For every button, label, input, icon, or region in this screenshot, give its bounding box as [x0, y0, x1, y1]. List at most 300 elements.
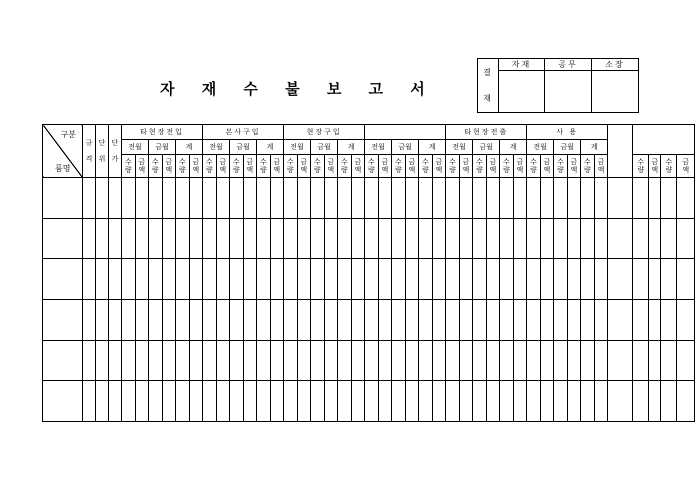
table-cell[interactable]: [527, 300, 541, 341]
subheader-4-2: 계: [500, 139, 527, 155]
table-cell[interactable]: [216, 381, 230, 422]
table-row: [43, 340, 695, 381]
table-cell[interactable]: [149, 259, 163, 300]
amount-header-3-2: 금 액: [432, 155, 446, 178]
table-cell[interactable]: [338, 218, 352, 259]
table-cell[interactable]: [554, 300, 568, 341]
table-cell[interactable]: [96, 340, 109, 381]
table-cell[interactable]: [473, 300, 487, 341]
table-cell[interactable]: [216, 218, 230, 259]
table-cell[interactable]: [633, 381, 649, 422]
table-cell[interactable]: [203, 381, 217, 422]
table-cell[interactable]: [661, 300, 677, 341]
table-cell[interactable]: [122, 218, 136, 259]
table-cell[interactable]: [594, 340, 608, 381]
table-cell[interactable]: [392, 381, 406, 422]
table-cell[interactable]: [109, 259, 122, 300]
table-cell[interactable]: [649, 381, 661, 422]
table-cell[interactable]: [324, 259, 338, 300]
table-cell[interactable]: [419, 178, 433, 219]
amount-header-4-0: 금 액: [459, 155, 473, 178]
table-cell[interactable]: [365, 381, 379, 422]
approval-sign-construction[interactable]: [545, 71, 592, 113]
table-cell[interactable]: [257, 381, 271, 422]
table-cell[interactable]: [297, 259, 311, 300]
table-cell[interactable]: [189, 178, 203, 219]
table-cell[interactable]: [486, 300, 500, 341]
table-cell[interactable]: [500, 381, 514, 422]
table-cell[interactable]: [419, 340, 433, 381]
table-cell[interactable]: [378, 178, 392, 219]
table-cell[interactable]: [419, 300, 433, 341]
table-cell[interactable]: [405, 218, 419, 259]
table-cell[interactable]: [567, 178, 581, 219]
table-cell[interactable]: [677, 381, 695, 422]
table-cell[interactable]: [96, 178, 109, 219]
table-cell[interactable]: [109, 381, 122, 422]
table-cell[interactable]: [500, 178, 514, 219]
table-cell[interactable]: [513, 178, 527, 219]
table-cell[interactable]: [486, 218, 500, 259]
table-cell[interactable]: [297, 381, 311, 422]
table-cell[interactable]: [554, 178, 568, 219]
table-cell[interactable]: [527, 340, 541, 381]
table-cell[interactable]: [419, 259, 433, 300]
group-header-4: 타현장전출: [446, 125, 527, 140]
table-cell[interactable]: [594, 381, 608, 422]
table-cell[interactable]: [176, 381, 190, 422]
table-cell[interactable]: [257, 259, 271, 300]
table-cell[interactable]: [677, 178, 695, 219]
table-cell[interactable]: [311, 340, 325, 381]
table-cell[interactable]: [297, 218, 311, 259]
table-cell[interactable]: [216, 178, 230, 219]
table-cell[interactable]: [378, 381, 392, 422]
table-cell[interactable]: [135, 178, 149, 219]
subheader-1-1: 금월: [230, 139, 257, 155]
table-cell[interactable]: [608, 178, 633, 219]
table-cell[interactable]: [513, 218, 527, 259]
table-cell[interactable]: [162, 381, 176, 422]
table-cell[interactable]: [661, 218, 677, 259]
table-cell[interactable]: [176, 340, 190, 381]
table-cell[interactable]: [351, 178, 365, 219]
table-cell[interactable]: [473, 381, 487, 422]
table-cell[interactable]: [43, 218, 83, 259]
table-cell[interactable]: [122, 381, 136, 422]
table-cell[interactable]: [633, 218, 649, 259]
subheader-1-0: 전월: [203, 139, 230, 155]
table-cell[interactable]: [677, 340, 695, 381]
table-cell[interactable]: [243, 259, 257, 300]
table-cell[interactable]: [257, 340, 271, 381]
table-cell[interactable]: [419, 381, 433, 422]
table-cell[interactable]: [677, 259, 695, 300]
table-cell[interactable]: [581, 259, 595, 300]
table-cell[interactable]: [189, 340, 203, 381]
table-cell[interactable]: [513, 340, 527, 381]
table-cell[interactable]: [661, 340, 677, 381]
table-cell[interactable]: [270, 178, 284, 219]
table-cell[interactable]: [649, 300, 661, 341]
table-cell[interactable]: [446, 381, 460, 422]
table-cell[interactable]: [392, 218, 406, 259]
table-cell[interactable]: [189, 259, 203, 300]
qty-header-0-1: 수 량: [149, 155, 163, 178]
table-cell[interactable]: [311, 178, 325, 219]
table-cell[interactable]: [176, 259, 190, 300]
table-cell[interactable]: [608, 300, 633, 341]
approval-label: 결 재: [478, 59, 499, 113]
table-cell[interactable]: [486, 340, 500, 381]
table-cell[interactable]: [216, 300, 230, 341]
table-cell[interactable]: [230, 340, 244, 381]
table-cell[interactable]: [446, 340, 460, 381]
table-cell[interactable]: [149, 381, 163, 422]
table-cell[interactable]: [473, 218, 487, 259]
amount-header-2-0: 금 액: [297, 155, 311, 178]
table-cell[interactable]: [230, 259, 244, 300]
table-cell[interactable]: [162, 300, 176, 341]
table-cell[interactable]: [513, 381, 527, 422]
amount-header-5-0: 금 액: [540, 155, 554, 178]
table-cell[interactable]: [311, 381, 325, 422]
table-cell[interactable]: [540, 340, 554, 381]
table-cell[interactable]: [446, 300, 460, 341]
table-cell[interactable]: [83, 381, 96, 422]
table-cell[interactable]: [189, 218, 203, 259]
table-cell[interactable]: [608, 218, 633, 259]
table-cell[interactable]: [284, 340, 298, 381]
table-cell[interactable]: [513, 300, 527, 341]
table-cell[interactable]: [540, 259, 554, 300]
table-cell[interactable]: [392, 178, 406, 219]
subheader-5-0: 전월: [527, 139, 554, 155]
table-cell[interactable]: [216, 259, 230, 300]
table-cell[interactable]: [432, 340, 446, 381]
table-cell[interactable]: [473, 340, 487, 381]
table-cell[interactable]: [581, 381, 595, 422]
table-cell[interactable]: [243, 218, 257, 259]
table-cell[interactable]: [581, 178, 595, 219]
table-cell[interactable]: [365, 218, 379, 259]
table-cell[interactable]: [83, 259, 96, 300]
table-cell[interactable]: [581, 340, 595, 381]
table-cell[interactable]: [96, 300, 109, 341]
table-cell[interactable]: [661, 381, 677, 422]
table-cell[interactable]: [432, 300, 446, 341]
table-cell[interactable]: [189, 381, 203, 422]
table-cell[interactable]: [459, 259, 473, 300]
table-cell[interactable]: [43, 381, 83, 422]
table-cell[interactable]: [257, 300, 271, 341]
table-cell[interactable]: [649, 259, 661, 300]
table-cell[interactable]: [351, 259, 365, 300]
table-cell[interactable]: [311, 218, 325, 259]
table-cell[interactable]: [257, 218, 271, 259]
table-cell[interactable]: [43, 259, 83, 300]
table-cell[interactable]: [43, 340, 83, 381]
table-cell[interactable]: [432, 259, 446, 300]
table-cell[interactable]: [540, 178, 554, 219]
table-cell[interactable]: [649, 340, 661, 381]
table-cell[interactable]: [43, 178, 83, 219]
table-cell[interactable]: [540, 218, 554, 259]
table-cell[interactable]: [162, 218, 176, 259]
table-cell[interactable]: [176, 218, 190, 259]
table-cell[interactable]: [338, 300, 352, 341]
table-cell[interactable]: [351, 340, 365, 381]
table-cell[interactable]: [432, 218, 446, 259]
table-cell[interactable]: [459, 300, 473, 341]
table-cell[interactable]: [135, 300, 149, 341]
table-cell[interactable]: [594, 259, 608, 300]
table-cell[interactable]: [203, 259, 217, 300]
amount-header-4-2: 금 액: [513, 155, 527, 178]
table-cell[interactable]: [162, 178, 176, 219]
table-cell[interactable]: [567, 381, 581, 422]
table-cell[interactable]: [83, 300, 96, 341]
table-cell[interactable]: [473, 259, 487, 300]
table-cell[interactable]: [459, 218, 473, 259]
table-cell[interactable]: [378, 259, 392, 300]
table-cell[interactable]: [649, 178, 661, 219]
table-cell[interactable]: [527, 259, 541, 300]
table-cell[interactable]: [633, 259, 649, 300]
table-cell[interactable]: [419, 218, 433, 259]
table-cell[interactable]: [633, 178, 649, 219]
qty-header-3-1: 수 량: [392, 155, 406, 178]
table-cell[interactable]: [554, 381, 568, 422]
table-cell[interactable]: [446, 178, 460, 219]
table-cell[interactable]: [378, 300, 392, 341]
table-cell[interactable]: [135, 259, 149, 300]
table-cell[interactable]: [500, 300, 514, 341]
table-cell[interactable]: [500, 218, 514, 259]
table-cell[interactable]: [661, 178, 677, 219]
table-cell[interactable]: [203, 218, 217, 259]
table-cell[interactable]: [324, 300, 338, 341]
table-cell[interactable]: [243, 381, 257, 422]
table-cell[interactable]: [109, 300, 122, 341]
table-cell[interactable]: [243, 300, 257, 341]
table-cell[interactable]: [96, 381, 109, 422]
table-cell[interactable]: [554, 218, 568, 259]
table-cell[interactable]: [135, 340, 149, 381]
table-cell[interactable]: [351, 300, 365, 341]
table-cell[interactable]: [459, 340, 473, 381]
table-cell[interactable]: [135, 218, 149, 259]
table-cell[interactable]: [594, 300, 608, 341]
table-cell[interactable]: [365, 300, 379, 341]
table-cell[interactable]: [392, 340, 406, 381]
table-cell[interactable]: [270, 259, 284, 300]
table-cell[interactable]: [243, 178, 257, 219]
table-cell[interactable]: [162, 340, 176, 381]
qty-header-3-2: 수 량: [419, 155, 433, 178]
table-cell[interactable]: [149, 178, 163, 219]
table-cell[interactable]: [270, 300, 284, 341]
extra-qty-header-1: 수 량: [661, 155, 677, 178]
table-cell[interactable]: [554, 259, 568, 300]
table-cell[interactable]: [135, 381, 149, 422]
table-cell[interactable]: [203, 300, 217, 341]
table-cell[interactable]: [378, 218, 392, 259]
table-cell[interactable]: [338, 259, 352, 300]
table-cell[interactable]: [270, 218, 284, 259]
table-cell[interactable]: [230, 381, 244, 422]
table-cell[interactable]: [661, 259, 677, 300]
approval-sign-material[interactable]: [499, 71, 545, 113]
table-cell[interactable]: [43, 300, 83, 341]
table-cell[interactable]: [540, 381, 554, 422]
table-cell[interactable]: [365, 259, 379, 300]
table-cell[interactable]: [324, 218, 338, 259]
table-cell[interactable]: [567, 340, 581, 381]
table-cell[interactable]: [446, 218, 460, 259]
qty-header-1-0: 수 량: [203, 155, 217, 178]
table-cell[interactable]: [459, 381, 473, 422]
table-cell[interactable]: [594, 218, 608, 259]
table-cell[interactable]: [338, 178, 352, 219]
qty-header-4-1: 수 량: [473, 155, 487, 178]
table-cell[interactable]: [392, 300, 406, 341]
table-cell[interactable]: [284, 300, 298, 341]
table-cell[interactable]: [567, 300, 581, 341]
table-cell[interactable]: [122, 178, 136, 219]
table-cell[interactable]: [96, 218, 109, 259]
table-cell[interactable]: [527, 218, 541, 259]
table-cell[interactable]: [284, 381, 298, 422]
table-cell[interactable]: [554, 340, 568, 381]
table-cell[interactable]: [633, 340, 649, 381]
table-cell[interactable]: [405, 340, 419, 381]
group-header-0: 타현장전입: [122, 125, 203, 140]
table-cell[interactable]: [216, 340, 230, 381]
table-cell[interactable]: [324, 340, 338, 381]
group-header-3: [365, 125, 446, 140]
table-cell[interactable]: [257, 178, 271, 219]
table-cell[interactable]: [432, 178, 446, 219]
table-cell[interactable]: [608, 381, 633, 422]
table-cell[interactable]: [392, 259, 406, 300]
table-cell[interactable]: [162, 259, 176, 300]
table-cell[interactable]: [567, 218, 581, 259]
table-cell[interactable]: [540, 300, 554, 341]
table-cell[interactable]: [473, 178, 487, 219]
table-cell[interactable]: [284, 178, 298, 219]
table-cell[interactable]: [432, 381, 446, 422]
table-cell[interactable]: [527, 178, 541, 219]
table-cell[interactable]: [500, 340, 514, 381]
table-cell[interactable]: [649, 218, 661, 259]
table-cell[interactable]: [203, 178, 217, 219]
table-cell[interactable]: [270, 340, 284, 381]
subheader-2-2: 계: [338, 139, 365, 155]
table-cell[interactable]: [527, 381, 541, 422]
table-cell[interactable]: [203, 340, 217, 381]
table-cell[interactable]: [677, 218, 695, 259]
table-cell[interactable]: [351, 381, 365, 422]
table-cell[interactable]: [581, 300, 595, 341]
table-cell[interactable]: [122, 259, 136, 300]
table-cell[interactable]: [486, 259, 500, 300]
table-cell[interactable]: [149, 340, 163, 381]
table-cell[interactable]: [365, 340, 379, 381]
table-cell[interactable]: [297, 178, 311, 219]
table-cell[interactable]: [122, 340, 136, 381]
table-cell[interactable]: [446, 259, 460, 300]
table-cell[interactable]: [109, 340, 122, 381]
table-cell[interactable]: [338, 381, 352, 422]
amount-header-5-1: 금 액: [567, 155, 581, 178]
table-cell[interactable]: [96, 259, 109, 300]
table-cell[interactable]: [109, 178, 122, 219]
table-cell[interactable]: [243, 340, 257, 381]
table-cell[interactable]: [230, 300, 244, 341]
table-cell[interactable]: [311, 259, 325, 300]
table-cell[interactable]: [324, 381, 338, 422]
table-cell[interactable]: [176, 300, 190, 341]
table-cell[interactable]: [338, 340, 352, 381]
table-cell[interactable]: [297, 340, 311, 381]
table-cell[interactable]: [459, 178, 473, 219]
table-cell[interactable]: [405, 259, 419, 300]
table-cell[interactable]: [297, 300, 311, 341]
subheader-2-0: 전월: [284, 139, 311, 155]
table-cell[interactable]: [365, 178, 379, 219]
table-cell[interactable]: [109, 218, 122, 259]
subheader-5-2: 계: [581, 139, 608, 155]
table-cell[interactable]: [513, 259, 527, 300]
table-cell[interactable]: [230, 178, 244, 219]
table-cell[interactable]: [324, 178, 338, 219]
table-cell[interactable]: [311, 300, 325, 341]
table-cell[interactable]: [230, 218, 244, 259]
table-cell[interactable]: [500, 259, 514, 300]
table-cell[interactable]: [284, 218, 298, 259]
table-cell[interactable]: [581, 218, 595, 259]
table-cell[interactable]: [405, 381, 419, 422]
table-cell[interactable]: [608, 259, 633, 300]
table-cell[interactable]: [122, 300, 136, 341]
table-cell[interactable]: [594, 178, 608, 219]
table-cell[interactable]: [378, 340, 392, 381]
table-cell[interactable]: [486, 178, 500, 219]
table-cell[interactable]: [284, 259, 298, 300]
table-cell[interactable]: [405, 300, 419, 341]
table-cell[interactable]: [567, 259, 581, 300]
table-cell[interactable]: [83, 218, 96, 259]
table-cell[interactable]: [83, 340, 96, 381]
qty-header-0-0: 수 량: [122, 155, 136, 178]
table-cell[interactable]: [189, 300, 203, 341]
table-row: [43, 218, 695, 259]
table-cell[interactable]: [149, 300, 163, 341]
table-cell[interactable]: [608, 340, 633, 381]
table-cell[interactable]: [486, 381, 500, 422]
table-cell[interactable]: [83, 178, 96, 219]
table-cell[interactable]: [149, 218, 163, 259]
table-cell[interactable]: [677, 300, 695, 341]
table-cell[interactable]: [351, 218, 365, 259]
table-cell[interactable]: [405, 178, 419, 219]
table-cell[interactable]: [270, 381, 284, 422]
table-cell[interactable]: [633, 300, 649, 341]
table-cell[interactable]: [176, 178, 190, 219]
subheader-3-1: 금월: [392, 139, 419, 155]
approval-sign-manager[interactable]: [592, 71, 639, 113]
